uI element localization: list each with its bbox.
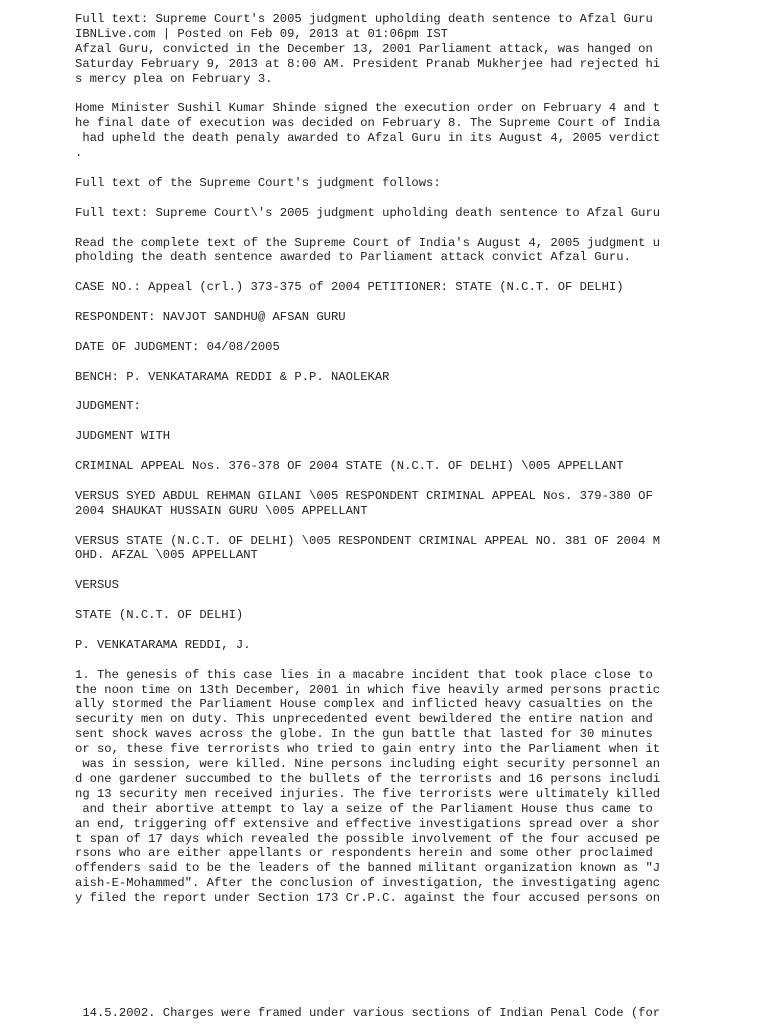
document-paragraph-header: Full text: Supreme Court's 2005 judgment upholding death sentence to Afzal Guru IBNLive.com | Posted on Feb 09, 2013 at 01:06pm IST Afzal Guru, convicted in the December 13, 2001 Parliament attack, was hanged on Saturday February 9, 2013 at 8:00 AM. President Pranab Mukherjee had rejected hi s mercy plea on February 3. (75, 12, 661, 86)
state-delhi: STATE (N.C.T. OF DELHI) (75, 608, 244, 623)
respondent: RESPONDENT: NAVJOT SANDHU@ AFSAN GURU (75, 310, 346, 325)
versus: VERSUS (75, 578, 119, 593)
document-paragraph-read-complete: Read the complete text of the Supreme Court of India's August 4, 2005 judgment u pholding the death sentence awarded to Parliament attack convict Afzal Guru. (75, 235, 661, 265)
document-paragraph-execution-order: Home Minister Sushil Kumar Shinde signed the execution order on February 4 and t he final date of execution was decided on February 8. The Supreme Court of India had upheld the death penaly awarded to Afzal Guru in its August 4, 2005 verdict . (75, 101, 661, 161)
versus-state-afzal: VERSUS STATE (N.C.T. OF DELHI) \005 RESPONDENT CRIMINAL APPEAL NO. 381 OF 2004 M OHD. AFZAL \005 APPELLANT (75, 533, 661, 563)
judgment-with: JUDGMENT WITH (75, 429, 171, 444)
document-continuation-line: 14.5.2002. Charges were framed under various sections of Indian Penal Code (for (75, 1006, 661, 1020)
judgment-heading: JUDGMENT: (75, 399, 141, 414)
bench: BENCH: P. VENKATARAMA REDDI & P.P. NAOLEKAR (75, 369, 390, 384)
document-body (75, 12, 675, 906)
case-number: CASE NO.: Appeal (crl.) 373-375 of 2004 PETITIONER: STATE (N.C.T. OF DELHI) (75, 280, 624, 295)
paragraph-1: 1. The genesis of this case lies in a macabre incident that took place close to the noon time on 13th December, 2001 in which five heavily armed persons practic ally stormed the Parliament House complex and inflicted heavy casualties on the security men on duty. This unprecedented event bewildered the entire nation and sent shock waves across the globe. In the gun battle that lasted for 30 minutes or so, these five terrorists who tried to gain entry into the Parliament when it was in session, were killed. Nine persons including eight security personnel an d one gardener succumbed to the bullets of the terrorists and 16 persons includi ng 13 security men received injuries. The five terrorists were ultimately killed and their abortive attempt to lay a seize of the Parliament House thus came to an end, triggering off extensive and effective investigations spread over a shor t span of 17 days which revealed the possible involvement of the four accused pe rsons who are either appellants or respondents herein and some other proclaimed offenders said to be the leaders of the banned militant organization known as "J aish-E-Mohammed". After the conclusion of investigation, the investigating agenc y filed the report under Section 173 Cr.P.C. against the four accused persons on (75, 667, 661, 906)
criminal-appeal-376: CRIMINAL APPEAL Nos. 376-378 OF 2004 STATE (N.C.T. OF DELHI) \005 APPELLANT (75, 459, 624, 474)
date-of-judgment: DATE OF JUDGMENT: 04/08/2005 (75, 339, 280, 354)
judge-name: P. VENKATARAMA REDDI, J. (75, 637, 251, 652)
document-paragraph-intro: Full text of the Supreme Court's judgment follows: (75, 175, 441, 190)
document-paragraph-title-repeat: Full text: Supreme Court\'s 2005 judgment upholding death sentence to Afzal Guru (75, 205, 661, 220)
versus-gilani: VERSUS SYED ABDUL REHMAN GILANI \005 RESPONDENT CRIMINAL APPEAL Nos. 379-380 OF 2004 SHAUKAT HUSSAIN GURU \005 APPELLANT (75, 488, 653, 518)
